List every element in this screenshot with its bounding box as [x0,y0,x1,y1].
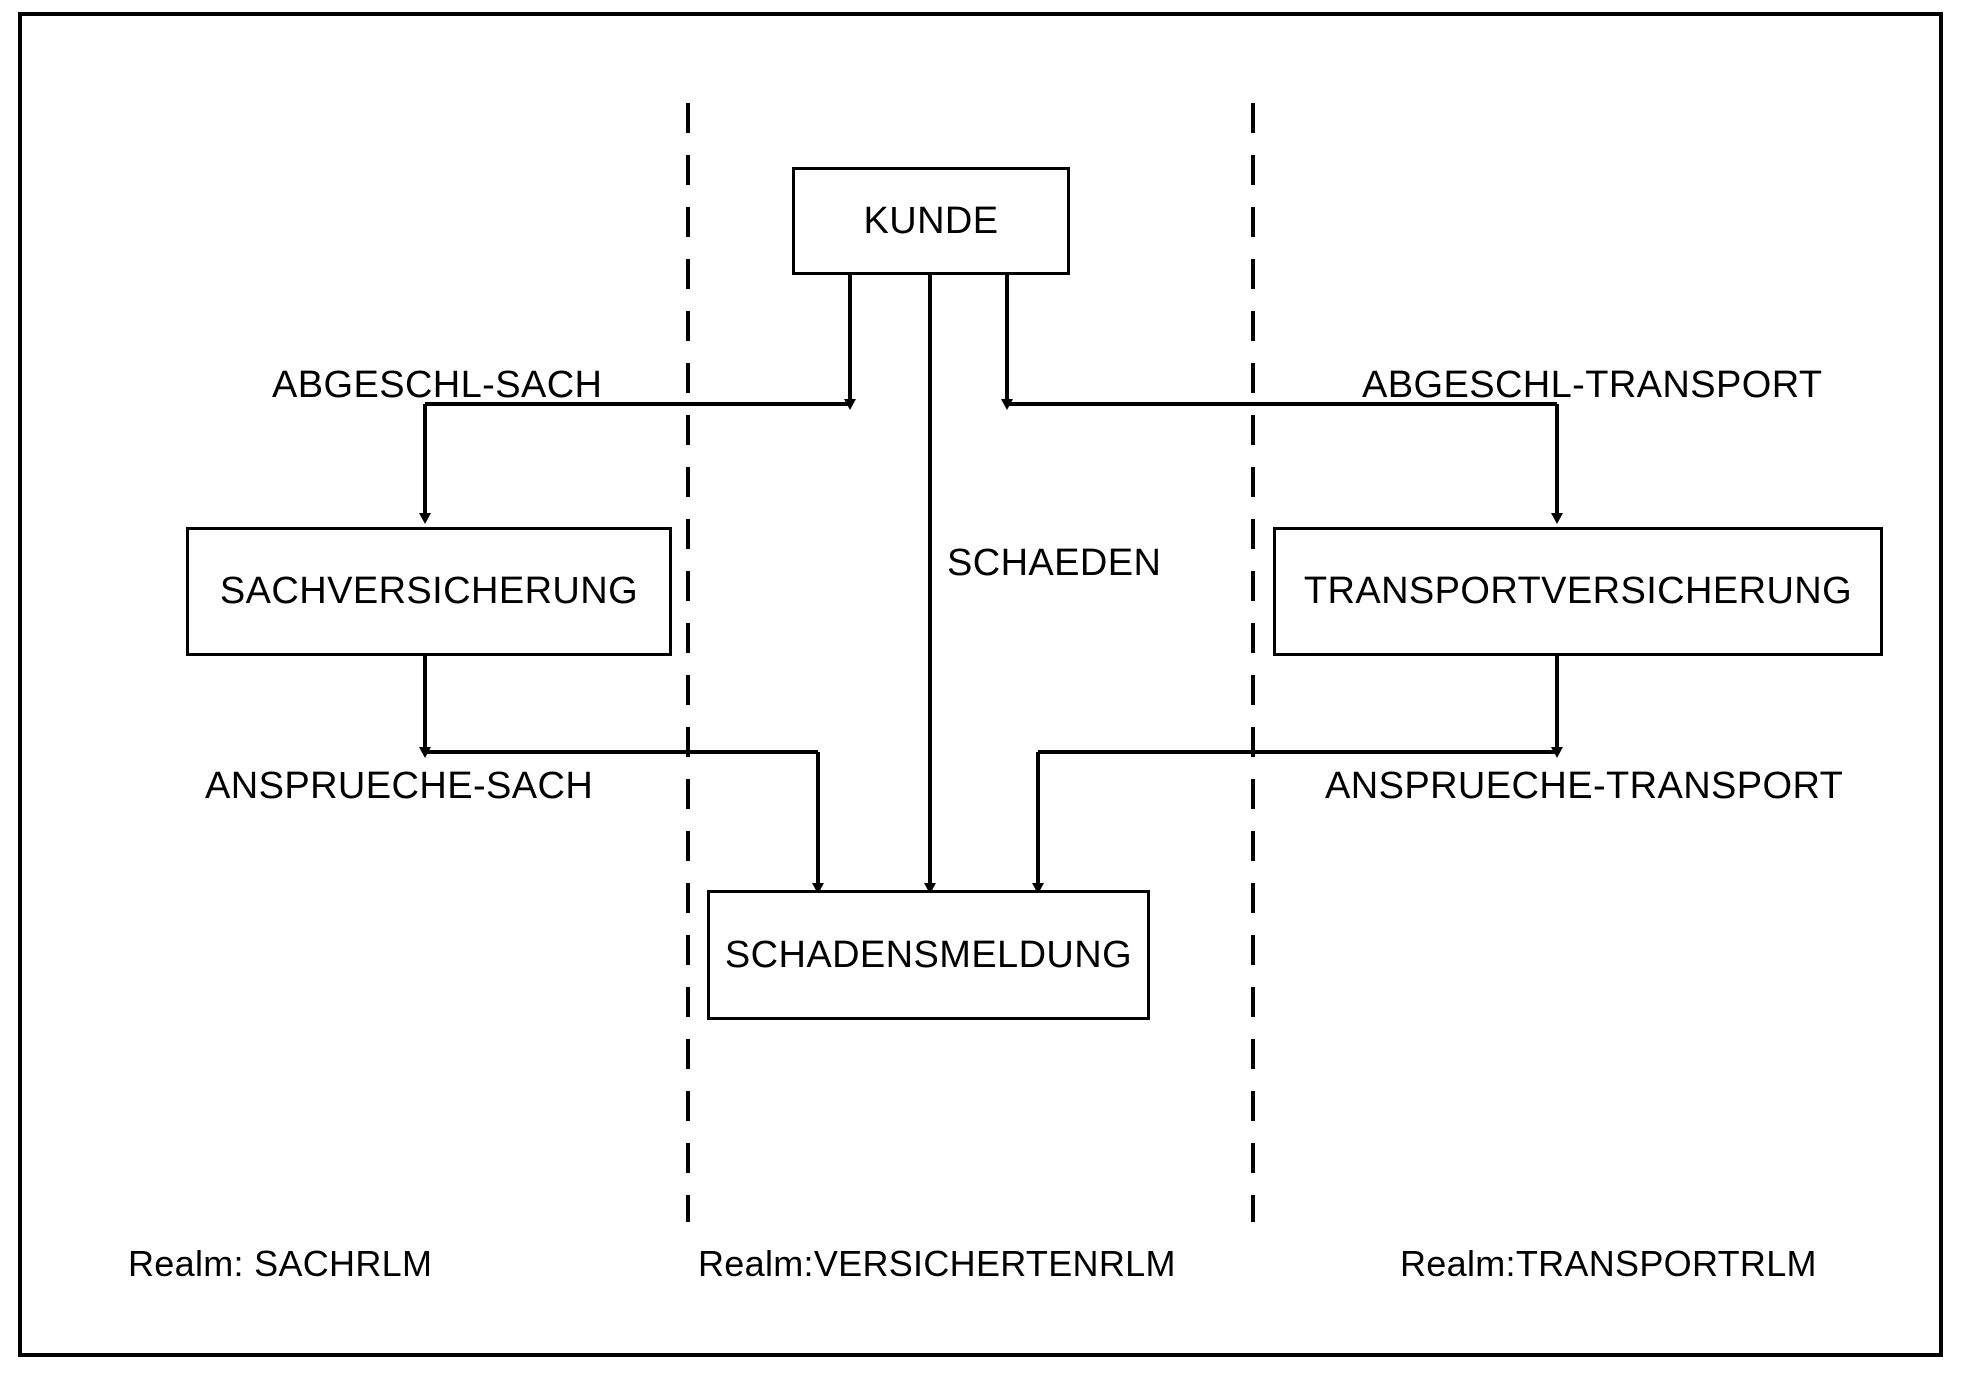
node-sachversicherung[interactable] [186,527,672,656]
edge-label-ansprueche-transport: ANSPRUECHE-TRANSPORT [1325,765,1844,807]
node-schadensmeldung[interactable] [707,890,1150,1020]
realm-label-versichertenrlm: Realm:VERSICHERTENRLM [698,1243,1176,1284]
node-kunde-label: KUNDE [863,199,999,242]
node-sachversicherung-label: SACHVERSICHERUNG [219,570,639,612]
edge-label-ansprueche-sach: ANSPRUECHE-SACH [205,765,594,807]
node-transportversicherung-label: TRANSPORTVERSICHERUNG [1303,570,1853,612]
realm-label-transportrlm: Realm:TRANSPORTRLM [1400,1243,1817,1284]
node-schadensmeldung-label: SCHADENSMELDUNG [724,933,1133,976]
edge-label-abgeschl-sach: ABGESCHL-SACH [272,364,603,406]
node-transportversicherung[interactable] [1273,527,1883,656]
realm-label-sachrlm: Realm: SACHRLM [128,1243,433,1284]
edge-label-schaeden: SCHAEDEN [947,542,1162,584]
node-kunde[interactable] [792,167,1070,275]
edge-label-abgeschl-transport: ABGESCHL-TRANSPORT [1362,364,1823,406]
